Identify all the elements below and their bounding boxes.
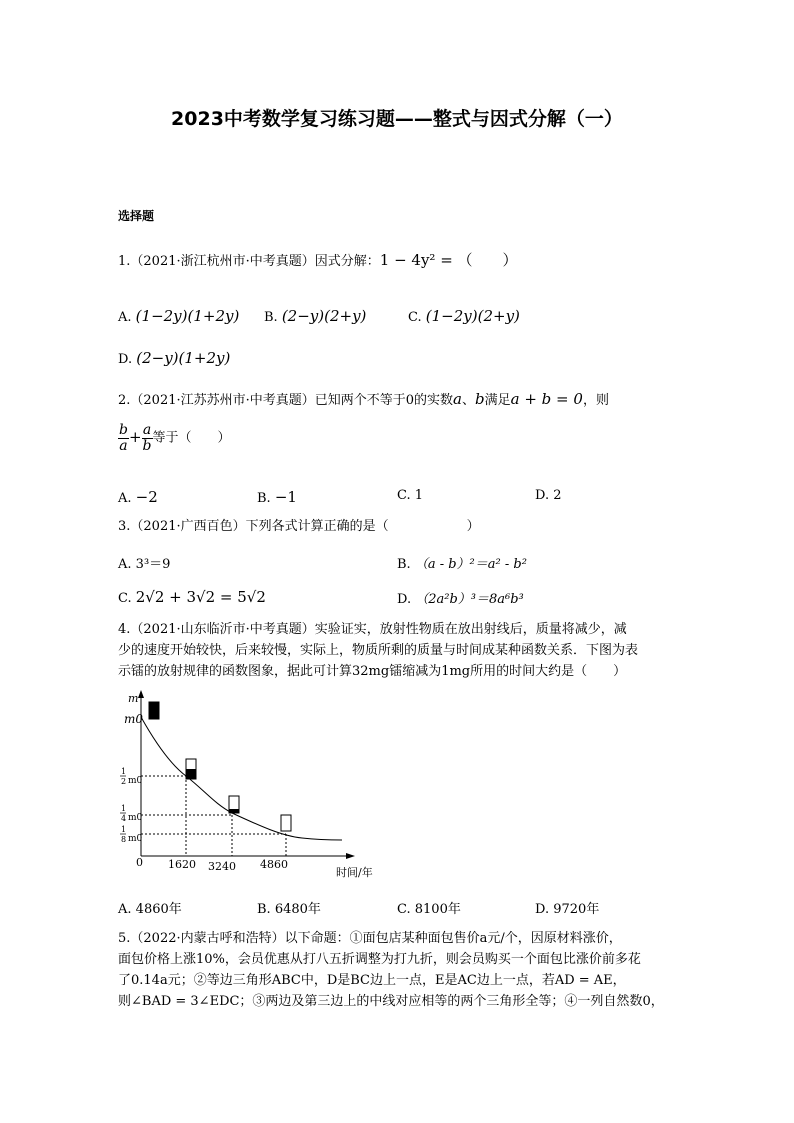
option-expression: （a - b）²＝a² - b² <box>414 557 527 572</box>
label-quarter-m0: m0 <box>128 813 143 823</box>
plus-sign: + <box>128 428 142 446</box>
label-eighth-m0: m0 <box>128 834 143 844</box>
question-2-expression <box>118 423 231 454</box>
option-expression: −2 <box>135 488 158 506</box>
option-expression: (1−2y)(1+2y) <box>135 307 240 325</box>
option-expression: 1 <box>414 488 424 503</box>
label-eighth-den: 8 <box>121 835 127 844</box>
question-3-option-d[interactable] <box>397 588 524 607</box>
label-quarter-num: 1 <box>121 804 127 813</box>
question-4-option-b[interactable] <box>257 898 321 917</box>
option-letter: A. <box>118 491 132 506</box>
option-letter: C. <box>397 902 411 917</box>
question-2-option-a[interactable] <box>118 488 158 506</box>
decay-graph <box>110 688 400 880</box>
question-1-text: 1.（2021·浙江杭州市·中考真题）因式分解： <box>118 254 380 269</box>
question-4-line-1: 4.（2021·山东临沂市·中考真题）实验证实，放射性物质在放出射线后，质量将减少，减 <box>118 622 627 637</box>
option-letter: C. <box>408 310 422 325</box>
question-1-option-c[interactable] <box>408 307 520 325</box>
decay-curve <box>141 717 342 840</box>
y-axis-label: m <box>128 692 139 705</box>
fraction-b-over-a: $\frac{b}{a}$ <box>119 422 128 454</box>
question-4-line-2: 少的速度开始较快，后来较慢，实际上，物质所剩的质量与时间成某种函数关系．下图为表 <box>118 643 639 658</box>
x-axis-arrow <box>346 853 355 859</box>
question-2-text: 2.（2021·江苏苏州市·中考真题）已知两个不等于0的实数 <box>118 393 454 408</box>
option-letter: B. <box>397 557 411 572</box>
question-5-line-2: 面包价格上涨10%，会员优惠从打八五折调整为打九折，则会员购买一个面包比涨价前多花 <box>118 952 641 967</box>
question-1-expression: 1 − 4y² = （ ） <box>379 251 518 269</box>
question-2-option-b[interactable] <box>257 488 297 506</box>
label-m0: m0 <box>124 712 144 726</box>
variable-a: a <box>453 390 462 408</box>
option-expression: 3³＝9 <box>135 557 171 572</box>
question-4-option-c[interactable] <box>397 898 461 917</box>
question-3-option-c[interactable] <box>118 588 266 606</box>
beaker-full-fill <box>149 702 159 719</box>
x-axis-label: 时间/年 <box>336 866 373 879</box>
question-3-option-b[interactable] <box>397 553 527 572</box>
option-expression: （2a²b）³＝8a⁶b³ <box>415 592 524 607</box>
question-2-stem <box>118 391 609 409</box>
variable-b: b <box>475 390 485 408</box>
question-2-option-c[interactable] <box>397 488 423 503</box>
separator: 、 <box>461 393 475 408</box>
question-3-stem: 3.（2021·广西百色）下列各式计算正确的是（ ） <box>118 519 480 534</box>
question-2-text-3: ，则 <box>582 393 609 408</box>
question-5-line-4: 则∠BAD = 3∠EDC；③两边及第三边上的中线对应相等的两个三角形全等；④一列自然数0， <box>118 994 664 1009</box>
option-expression: (1−2y)(2+y) <box>425 307 520 325</box>
option-letter: D. <box>397 592 412 607</box>
option-expression: (2−y)(2+y) <box>281 307 367 325</box>
option-letter: C. <box>118 591 132 606</box>
question-5-line-3: 了0.14a元；②等边三角形ABC中，D是BC边上一点，E是AC边上一点，若AD = AE， <box>118 973 626 988</box>
option-expression: 2√2 + 3√2 = 5√2 <box>135 588 266 606</box>
option-letter: D. <box>535 488 550 503</box>
option-letter: D. <box>118 352 133 367</box>
label-half-m0: m0 <box>128 776 143 786</box>
question-4-option-a[interactable] <box>118 898 182 917</box>
option-expression: −1 <box>274 488 297 506</box>
option-letter: D. <box>535 902 550 917</box>
option-expression: (2−y)(1+2y) <box>136 349 231 367</box>
question-1-stem <box>118 252 518 270</box>
question-2-tail: 等于（ ） <box>152 430 231 446</box>
option-expression: 2 <box>553 488 562 503</box>
option-letter: A. <box>118 557 132 572</box>
tick-1620: 1620 <box>168 858 196 871</box>
section-heading: 选择题 <box>118 209 155 223</box>
label-half-den: 2 <box>121 777 127 786</box>
option-expression: 6480年 <box>274 902 321 917</box>
tick-4860: 4860 <box>260 858 288 871</box>
y-axis-arrow <box>138 690 144 698</box>
question-2-option-d[interactable] <box>535 488 562 503</box>
option-letter: A. <box>118 902 132 917</box>
condition-expression: a + b = 0 <box>510 390 583 408</box>
question-4-option-d[interactable] <box>535 898 599 917</box>
option-letter: A. <box>118 310 132 325</box>
beaker-eighth <box>281 815 291 831</box>
option-expression: 4860年 <box>135 902 182 917</box>
question-1-option-b[interactable] <box>264 307 366 325</box>
option-letter: B. <box>257 902 271 917</box>
option-expression: 8100年 <box>414 902 461 917</box>
origin-label: 0 <box>136 856 143 869</box>
label-quarter-den: 4 <box>121 814 127 823</box>
option-expression: 9720年 <box>553 902 600 917</box>
page-title: 2023中考数学复习练习题——整式与因式分解（一） <box>171 108 623 130</box>
beaker-quarter-fill <box>229 809 239 813</box>
question-1-option-d[interactable] <box>118 349 230 367</box>
option-letter: C. <box>397 488 411 503</box>
question-5-line-1: 5.（2022·内蒙古呼和浩特）以下命题：①面包店某种面包售价a元/个，因原材料涨价， <box>118 931 622 946</box>
option-letter: B. <box>264 310 278 325</box>
option-letter: B. <box>257 491 271 506</box>
question-2-text-2: 满足 <box>484 393 511 408</box>
beaker-half-fill <box>186 769 196 779</box>
tick-3240: 3240 <box>208 860 236 873</box>
label-eighth-num: 1 <box>121 825 127 834</box>
question-1-option-a[interactable] <box>118 307 239 325</box>
fraction-a-over-b: $\frac{a}{b}$ <box>142 422 152 454</box>
question-4-line-3: 示镭的放射规律的函数图象，据此可计算32mg镭缩减为1mg所用的时间大约是（ ） <box>118 664 627 679</box>
label-half-num: 1 <box>121 767 127 776</box>
question-3-option-a[interactable] <box>118 553 170 572</box>
